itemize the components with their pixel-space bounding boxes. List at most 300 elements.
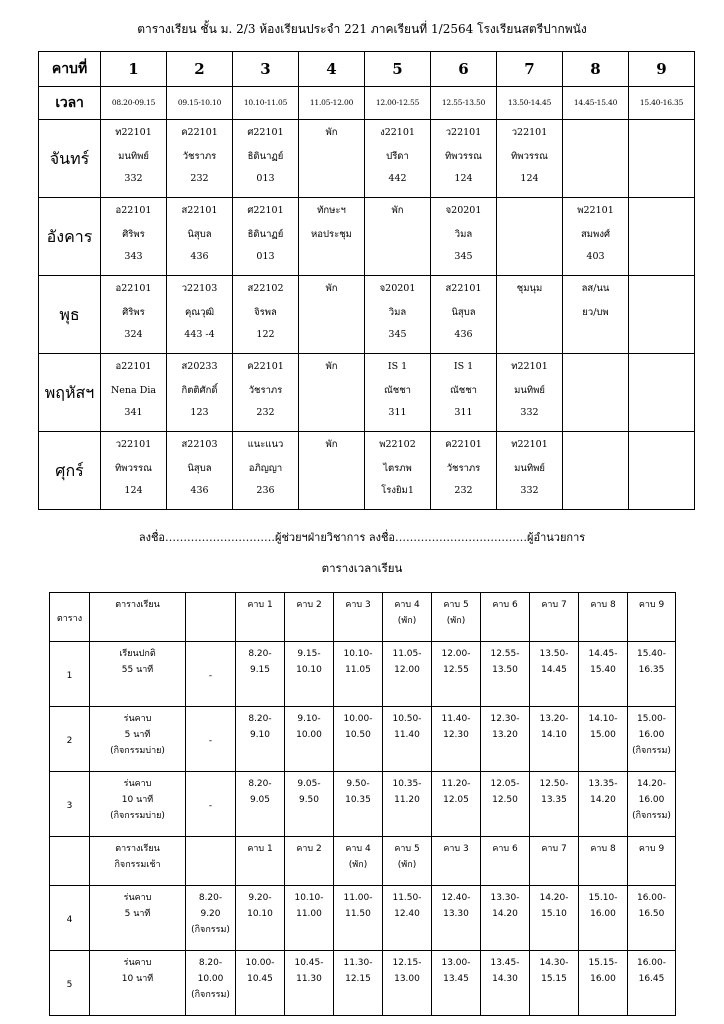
class-cell-line: 013 bbox=[256, 173, 275, 184]
class-cell-line: 332 bbox=[520, 485, 539, 496]
period-header bbox=[383, 837, 432, 886]
period-time-cell bbox=[579, 886, 628, 951]
class-cell-line: ธิดินาฏย์ bbox=[247, 151, 284, 162]
class-cell-line: Nena Dia bbox=[110, 385, 157, 396]
class-cell-line: อ22101 bbox=[115, 361, 152, 372]
period-header bbox=[530, 837, 579, 886]
period-time-line: 9.05 bbox=[249, 795, 271, 805]
period-time-line: 11.20 bbox=[394, 795, 420, 805]
class-cell-line: วัชราภร bbox=[446, 463, 481, 474]
period-time: 10.10-11.05 bbox=[233, 87, 299, 120]
period-time-line: 11.50- bbox=[392, 893, 422, 903]
class-cell-line: 013 bbox=[256, 251, 275, 262]
period-header bbox=[285, 593, 334, 642]
period-time-line: 12.00 bbox=[394, 665, 420, 675]
class-cell bbox=[233, 120, 299, 198]
period-time-line: 11.00- bbox=[343, 893, 373, 903]
period-number: 5 bbox=[365, 52, 431, 87]
schedule-header bbox=[90, 593, 186, 642]
period-time-line: 10.35- bbox=[392, 779, 422, 789]
day-name: พุธ bbox=[39, 276, 101, 354]
extra-header bbox=[186, 593, 236, 642]
time-label: เวลา bbox=[39, 87, 101, 120]
class-cell-line: อภิญญา bbox=[248, 463, 283, 474]
class-cell-line: นิสุบล bbox=[451, 307, 476, 318]
period-time: 12.00-12.55 bbox=[365, 87, 431, 120]
class-cell-line: ลส/นน bbox=[581, 283, 610, 294]
period-header bbox=[383, 593, 432, 642]
schedule-header-line: ตารางเรียน bbox=[115, 844, 160, 854]
class-cell-line: ศิริพร bbox=[122, 229, 145, 240]
class-cell-line: ค22101 bbox=[247, 361, 284, 372]
period-time-line: 9.15- bbox=[297, 649, 321, 659]
period-header-line: คาบ 7 bbox=[541, 844, 567, 854]
period-time-line: 16.00 bbox=[590, 974, 616, 984]
period-time-line: 15.40- bbox=[636, 649, 666, 659]
period-time-line: 10.10 bbox=[247, 909, 273, 919]
period-time-cell bbox=[579, 707, 628, 772]
class-cell-line: ส22101 bbox=[181, 205, 218, 216]
period-time-cell bbox=[236, 886, 285, 951]
class-cell-line: ทิพวรรณ bbox=[115, 463, 152, 474]
period-time-line: 10.45 bbox=[247, 974, 273, 984]
class-cell-line: ค22101 bbox=[445, 439, 482, 450]
period-time: 14.45-15.40 bbox=[563, 87, 629, 120]
period-time-line: 10.00- bbox=[245, 958, 275, 968]
period-header-line: คาบ 6 bbox=[492, 600, 518, 610]
class-cell-line: ยว/บพ bbox=[582, 307, 609, 318]
table-number: 3 bbox=[50, 772, 90, 837]
class-cell-line: มนทิพย์ bbox=[514, 385, 545, 396]
signature-line: ลงชื่อ…………………………ผู้ช่วยฯฝ่ายวิชาการ ลงชื่อ………………………………ผู้อำนวยการ bbox=[138, 531, 586, 544]
period-header bbox=[236, 593, 285, 642]
day-row bbox=[39, 120, 695, 198]
schedule-type bbox=[90, 707, 186, 772]
period-time-line: 13.45 bbox=[443, 974, 469, 984]
period-time-line: 15.00 bbox=[590, 730, 616, 740]
period-header-line: คาบ 4 bbox=[345, 844, 371, 854]
period-time-line: 14.10 bbox=[541, 730, 567, 740]
period-time-line: 10.00- bbox=[343, 714, 373, 724]
period-header-line: (พัก) bbox=[397, 616, 417, 626]
period-header bbox=[334, 837, 383, 886]
period-time: 08.20-09.15 bbox=[101, 87, 167, 120]
period-time-line: 12.50- bbox=[539, 779, 569, 789]
period-time-line: 10.50- bbox=[392, 714, 422, 724]
schedule-type bbox=[90, 642, 186, 707]
period-header: คาบที่ bbox=[39, 52, 101, 87]
class-cell-line: ค22101 bbox=[181, 127, 218, 138]
extra-time-line: 10.00 bbox=[197, 974, 224, 984]
period-time-cell bbox=[383, 772, 432, 837]
period-time-cell bbox=[432, 707, 481, 772]
period-time-cell bbox=[530, 642, 579, 707]
class-cell-line: ศ22101 bbox=[247, 127, 284, 138]
period-time-cell bbox=[432, 642, 481, 707]
period-time-cell bbox=[383, 886, 432, 951]
period-header bbox=[236, 837, 285, 886]
period-time-cell bbox=[579, 642, 628, 707]
class-cell-line: 124 bbox=[124, 485, 143, 496]
period-time-cell bbox=[285, 772, 334, 837]
extra-time-line: - bbox=[208, 671, 213, 681]
class-cell bbox=[629, 276, 695, 354]
class-cell-line: 436 bbox=[454, 329, 473, 340]
extra-time bbox=[186, 951, 236, 1016]
times-row bbox=[50, 951, 676, 1016]
class-cell-line: 332 bbox=[520, 407, 539, 418]
period-header bbox=[432, 837, 481, 886]
period-time-line: 8.20- bbox=[248, 779, 272, 789]
class-cell bbox=[101, 432, 167, 510]
times-row bbox=[50, 707, 676, 772]
period-time-cell bbox=[285, 951, 334, 1016]
period-time: 11.05-12.00 bbox=[299, 87, 365, 120]
period-number: 6 bbox=[431, 52, 497, 87]
period-number: 8 bbox=[563, 52, 629, 87]
period-time-line: 12.55- bbox=[490, 649, 520, 659]
period-time-line: 14.20- bbox=[539, 893, 569, 903]
class-cell-line: ปรีดา bbox=[386, 151, 409, 162]
period-time-line: 10.35 bbox=[345, 795, 371, 805]
period-time-line: 15.10 bbox=[541, 909, 567, 919]
period-header bbox=[530, 593, 579, 642]
class-cell-line: 324 bbox=[124, 329, 143, 340]
extra-time-line: - bbox=[208, 736, 213, 746]
period-time-line: 12.40 bbox=[394, 909, 420, 919]
class-cell-line: 436 bbox=[190, 485, 209, 496]
period-time-cell bbox=[628, 707, 676, 772]
class-cell bbox=[299, 198, 365, 276]
period-header-line: คาบ 1 bbox=[247, 600, 273, 610]
class-cell bbox=[431, 198, 497, 276]
class-cell bbox=[101, 276, 167, 354]
period-time-cell bbox=[579, 772, 628, 837]
class-cell-line: วัชราภร bbox=[248, 385, 283, 396]
class-cell-line: ศิริพร bbox=[122, 307, 145, 318]
class-cell bbox=[431, 354, 497, 432]
period-time-line: 15.10- bbox=[588, 893, 618, 903]
class-cell-line: วิมล bbox=[388, 307, 407, 318]
period-time-line: 12.15- bbox=[392, 958, 422, 968]
period-time-line: 9.50 bbox=[298, 795, 320, 805]
period-time-line: 11.05- bbox=[392, 649, 422, 659]
period-header-line: คาบ 8 bbox=[590, 600, 616, 610]
period-time-line: 13.00 bbox=[394, 974, 420, 984]
schedule-type-line: 10 นาที bbox=[121, 795, 154, 805]
period-time-cell bbox=[628, 886, 676, 951]
period-time-cell bbox=[236, 642, 285, 707]
schedule-type-line: 5 นาที bbox=[124, 730, 151, 740]
class-cell bbox=[431, 432, 497, 510]
class-cell bbox=[167, 198, 233, 276]
period-time-line: 14.45- bbox=[588, 649, 618, 659]
period-time-line: 14.30 bbox=[492, 974, 518, 984]
period-time-line: 12.05- bbox=[490, 779, 520, 789]
period-header bbox=[334, 593, 383, 642]
period-time-line: 11.05 bbox=[345, 665, 371, 675]
class-cell-line: ไตรภพ bbox=[383, 463, 412, 474]
period-time-line: 14.20 bbox=[492, 909, 518, 919]
class-cell-line: ส20233 bbox=[181, 361, 218, 372]
schedule-type-line: ร่นคาบ bbox=[123, 714, 152, 724]
class-cell bbox=[431, 120, 497, 198]
period-header-line: คาบ 2 bbox=[296, 844, 322, 854]
schedule-header bbox=[90, 837, 186, 886]
class-cell-line: อ22101 bbox=[115, 205, 152, 216]
period-time-line: 9.10 bbox=[249, 730, 271, 740]
period-time-line: 16.00- bbox=[636, 893, 666, 903]
class-cell-line: 443 -4 bbox=[184, 329, 215, 340]
period-time-cell bbox=[628, 951, 676, 1016]
class-cell-line: จ20201 bbox=[445, 205, 482, 216]
class-cell bbox=[299, 354, 365, 432]
class-cell bbox=[431, 276, 497, 354]
period-time-cell bbox=[236, 707, 285, 772]
day-row bbox=[39, 354, 695, 432]
period-time-line: 13.35 bbox=[541, 795, 567, 805]
period-time-line: 14.10- bbox=[588, 714, 618, 724]
period-time-cell bbox=[334, 951, 383, 1016]
class-cell-line: ศ22101 bbox=[247, 205, 284, 216]
table-number: 1 bbox=[50, 642, 90, 707]
period-header bbox=[579, 837, 628, 886]
class-cell-line: นิสุบล bbox=[187, 229, 212, 240]
class-cell-line: คุณวุฒิ bbox=[184, 307, 215, 318]
period-time-line: 9.05- bbox=[297, 779, 321, 789]
class-cell-line: พัก bbox=[325, 361, 338, 372]
period-header bbox=[285, 837, 334, 886]
period-header-line: คาบ 9 bbox=[638, 600, 665, 610]
period-header-line: คาบ 9 bbox=[638, 844, 665, 854]
class-cell-line: พ22102 bbox=[379, 439, 416, 450]
class-cell-line: 442 bbox=[388, 173, 407, 184]
period-time-line: 12.15 bbox=[345, 974, 371, 984]
period-time-line: 9.15 bbox=[249, 665, 271, 675]
class-cell-line: จิรพล bbox=[254, 307, 277, 318]
period-number: 9 bbox=[629, 52, 695, 87]
period-time-line: 10.50 bbox=[345, 730, 371, 740]
period-time-line: 11.40 bbox=[394, 730, 420, 740]
period-header bbox=[481, 837, 530, 886]
class-cell-line: ณัชชา bbox=[383, 385, 412, 396]
class-cell bbox=[233, 354, 299, 432]
schedule-type-line: ร่นคาบ bbox=[123, 893, 152, 903]
class-cell-line: 332 bbox=[124, 173, 143, 184]
class-cell-line: 345 bbox=[454, 251, 473, 262]
class-cell-line: ส22102 bbox=[247, 283, 284, 294]
class-cell-line: ว22103 bbox=[181, 283, 218, 294]
class-cell-line: นิสุบล bbox=[187, 463, 212, 474]
period-time-line: 15.15 bbox=[541, 974, 567, 984]
period-time-line: 13.35- bbox=[588, 779, 618, 789]
class-cell-line: วิมล bbox=[454, 229, 473, 240]
class-cell bbox=[563, 354, 629, 432]
class-cell-line: ส22103 bbox=[181, 439, 218, 450]
period-header-line: คาบ 1 bbox=[247, 844, 273, 854]
class-cell bbox=[101, 198, 167, 276]
table-number-header: ตาราง bbox=[50, 593, 90, 642]
period-time: 13.50-14.45 bbox=[497, 87, 563, 120]
class-cell bbox=[167, 354, 233, 432]
schedule-header-line: กิจกรรมเช้า bbox=[114, 860, 161, 870]
period-time-line: 11.20- bbox=[441, 779, 471, 789]
class-cell bbox=[299, 120, 365, 198]
period-time-cell bbox=[383, 707, 432, 772]
period-time-line: 12.55 bbox=[443, 665, 469, 675]
class-cell bbox=[365, 198, 431, 276]
period-time-cell bbox=[334, 886, 383, 951]
period-time-cell bbox=[432, 886, 481, 951]
period-time-cell bbox=[334, 642, 383, 707]
schedule-type bbox=[90, 886, 186, 951]
class-cell-line: 436 bbox=[190, 251, 209, 262]
extra-time bbox=[186, 772, 236, 837]
extra-time bbox=[186, 707, 236, 772]
period-time-cell bbox=[530, 707, 579, 772]
period-time-line: 16.50 bbox=[638, 909, 665, 919]
period-number: 3 bbox=[233, 52, 299, 87]
period-time-cell bbox=[383, 951, 432, 1016]
period-time-cell bbox=[432, 951, 481, 1016]
class-cell-line: จ20201 bbox=[379, 283, 416, 294]
class-cell-line: ส22101 bbox=[445, 283, 482, 294]
period-time-line: 14.30- bbox=[539, 958, 569, 968]
period-time-cell bbox=[236, 951, 285, 1016]
class-cell-line: ว22101 bbox=[511, 127, 548, 138]
period-header bbox=[628, 837, 676, 886]
class-cell-line: มนทิพย์ bbox=[118, 151, 149, 162]
period-time-line: 16.00- bbox=[636, 958, 666, 968]
class-cell-line: 232 bbox=[256, 407, 275, 418]
times-row bbox=[50, 886, 676, 951]
period-time-cell bbox=[530, 886, 579, 951]
period-time-line: 11.30 bbox=[296, 974, 322, 984]
period-time-line: 12.05 bbox=[443, 795, 469, 805]
period-time-line: 16.45 bbox=[638, 974, 665, 984]
period-time-line: 13.20- bbox=[539, 714, 569, 724]
class-cell bbox=[365, 120, 431, 198]
period-time-cell bbox=[236, 772, 285, 837]
period-time-line: 16.35 bbox=[638, 665, 665, 675]
class-cell bbox=[167, 432, 233, 510]
class-cell-line: ธิดินาฏย์ bbox=[247, 229, 284, 240]
class-cell-line: พัก bbox=[325, 439, 338, 450]
period-time-cell bbox=[579, 951, 628, 1016]
schedule-type-line: (กิจกรรมบ่าย) bbox=[110, 746, 165, 756]
period-time-line: 8.20- bbox=[248, 714, 272, 724]
class-cell bbox=[233, 432, 299, 510]
period-time-line: 15.15- bbox=[588, 958, 618, 968]
period-header-line: คาบ 6 bbox=[492, 844, 518, 854]
period-time-line: 10.10- bbox=[343, 649, 373, 659]
class-cell bbox=[299, 276, 365, 354]
class-cell bbox=[629, 198, 695, 276]
class-cell bbox=[167, 276, 233, 354]
period-header-line: คาบ 5 bbox=[394, 844, 420, 854]
period-time-line: 8.20- bbox=[248, 649, 272, 659]
period-time-line: 10.10 bbox=[296, 665, 322, 675]
period-header-line: คาบ 8 bbox=[590, 844, 616, 854]
table-number-header bbox=[50, 837, 90, 886]
schedule-type-line: 55 นาที bbox=[121, 665, 154, 675]
period-time-line: (กิจกรรม) bbox=[632, 746, 671, 756]
period-time-line: 9.50- bbox=[346, 779, 370, 789]
class-cell-line: พัก bbox=[391, 205, 404, 216]
class-cell-line: IS 1 bbox=[387, 361, 408, 372]
day-name: พฤหัสฯ bbox=[39, 354, 101, 432]
period-time-line: 9.10- bbox=[297, 714, 321, 724]
class-cell bbox=[365, 276, 431, 354]
schedule-type bbox=[90, 951, 186, 1016]
class-cell-line: 345 bbox=[388, 329, 407, 340]
times-header-row bbox=[50, 593, 676, 642]
period-header-line: คาบ 3 bbox=[345, 600, 371, 610]
period-time-line: 13.50- bbox=[539, 649, 569, 659]
class-cell-line: โรงยิม1 bbox=[381, 485, 414, 496]
period-header-line: (พัก) bbox=[348, 860, 368, 870]
class-cell-line: กิตติศักดิ์ bbox=[181, 385, 218, 396]
period-time-line: 12.50 bbox=[492, 795, 518, 805]
period-time-line: 12.40- bbox=[441, 893, 471, 903]
class-cell-line: 123 bbox=[190, 407, 209, 418]
period-time-line: 10.00 bbox=[296, 730, 322, 740]
class-cell-line: 232 bbox=[190, 173, 209, 184]
period-time-line: 10.45- bbox=[294, 958, 324, 968]
class-cell-line: ทิพวรรณ bbox=[445, 151, 482, 162]
day-name: จันทร์ bbox=[39, 120, 101, 198]
times-header-row bbox=[50, 837, 676, 886]
period-time-line: 12.30 bbox=[443, 730, 469, 740]
schedule-type-line: 5 นาที bbox=[124, 909, 151, 919]
class-schedule-table bbox=[38, 51, 695, 510]
period-time-line: 9.20- bbox=[248, 893, 272, 903]
times-row bbox=[50, 642, 676, 707]
extra-time-line: 8.20- bbox=[198, 958, 223, 968]
period-time-cell bbox=[481, 772, 530, 837]
period-time-cell bbox=[383, 642, 432, 707]
class-cell bbox=[497, 432, 563, 510]
class-cell-line: อ22101 bbox=[115, 283, 152, 294]
class-cell-line: ท22101 bbox=[511, 439, 548, 450]
class-cell-line: ทักษะฯ bbox=[317, 205, 346, 216]
period-time: 12.55-13.50 bbox=[431, 87, 497, 120]
class-cell-line: มนทิพย์ bbox=[514, 463, 545, 474]
extra-time bbox=[186, 642, 236, 707]
schedule-type-line: เรียนปกติ bbox=[119, 649, 156, 659]
class-cell bbox=[101, 354, 167, 432]
day-row bbox=[39, 276, 695, 354]
class-cell-line: 232 bbox=[454, 485, 473, 496]
extra-time-line: 9.20 bbox=[200, 909, 221, 919]
schedule-type-line: (กิจกรรมบ่าย) bbox=[110, 811, 165, 821]
period-number: 1 bbox=[101, 52, 167, 87]
period-header bbox=[628, 593, 676, 642]
class-cell-line: ว22101 bbox=[115, 439, 152, 450]
class-cell bbox=[629, 120, 695, 198]
class-cell bbox=[563, 120, 629, 198]
class-cell-line: 311 bbox=[454, 407, 473, 418]
class-cell bbox=[167, 120, 233, 198]
class-cell-line: ณัชชา bbox=[449, 385, 478, 396]
schedule-title: ตารางเวลาเรียน bbox=[321, 561, 403, 575]
class-cell bbox=[299, 432, 365, 510]
period-time-cell bbox=[530, 951, 579, 1016]
class-cell-line: แนะแนว bbox=[247, 439, 284, 450]
period-time-line: 14.20- bbox=[636, 779, 666, 789]
class-cell-line: IS 1 bbox=[453, 361, 474, 372]
class-cell bbox=[365, 432, 431, 510]
